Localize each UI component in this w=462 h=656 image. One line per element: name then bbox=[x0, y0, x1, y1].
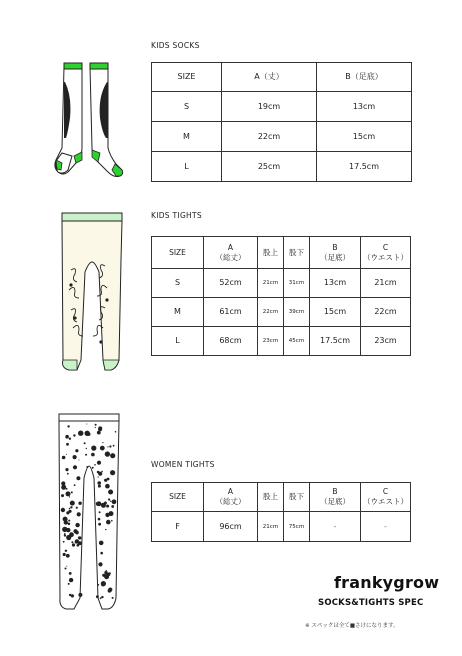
kids-tights-cell: 23cm bbox=[361, 327, 411, 356]
women-tights-header-b: B （足底） bbox=[310, 483, 361, 512]
women-tights-cell: 96cm bbox=[204, 512, 258, 542]
pattern-dot bbox=[78, 502, 81, 505]
pattern-dot bbox=[102, 574, 105, 577]
pattern-dot bbox=[61, 481, 65, 485]
pattern-dot bbox=[101, 582, 105, 586]
pattern-dot bbox=[71, 541, 73, 543]
kids-socks-cell: 22cm bbox=[222, 122, 317, 152]
pattern-dot bbox=[66, 454, 67, 455]
pattern-dot bbox=[73, 465, 77, 469]
pattern-dot bbox=[105, 504, 106, 505]
pattern-dot bbox=[69, 578, 73, 582]
pattern-dot bbox=[69, 594, 71, 596]
kids-socks-table bbox=[151, 62, 412, 182]
women-tights-cell: 21cm bbox=[258, 512, 284, 542]
women-tights-header-size: SIZE bbox=[152, 483, 204, 512]
pattern-dot bbox=[106, 505, 109, 508]
women-tights-header-c: C （ウエスト） bbox=[361, 483, 411, 512]
kids-tights-cell: 23cm bbox=[258, 327, 284, 356]
pattern-dot bbox=[77, 544, 80, 547]
pattern-dot bbox=[66, 488, 68, 490]
pattern-dot bbox=[106, 520, 111, 525]
pattern-dot bbox=[101, 471, 103, 473]
pattern-dot bbox=[61, 494, 64, 497]
pattern-dot bbox=[66, 566, 67, 567]
pattern-dot bbox=[91, 446, 96, 451]
pattern-dot bbox=[112, 597, 114, 599]
pattern-dot bbox=[78, 593, 82, 597]
kids-tights-header-size: SIZE bbox=[152, 237, 204, 269]
pattern-dot bbox=[68, 523, 71, 526]
pattern-dot bbox=[70, 506, 72, 508]
pattern-dot bbox=[68, 510, 71, 513]
pattern-dot bbox=[107, 446, 108, 447]
pattern-dot bbox=[76, 476, 80, 480]
kids-socks-cell: L bbox=[152, 152, 222, 182]
pattern-dot bbox=[110, 453, 115, 458]
pattern-dot bbox=[86, 424, 87, 425]
right-sock bbox=[90, 63, 123, 177]
pattern-dot bbox=[91, 453, 95, 457]
pattern-dot bbox=[109, 445, 111, 447]
pattern-dot bbox=[107, 573, 111, 577]
pattern-dot bbox=[100, 597, 102, 599]
pattern-dot bbox=[98, 472, 102, 476]
pattern-dot bbox=[95, 427, 96, 428]
pattern-dot bbox=[111, 520, 113, 522]
kids-tights-cell: 31cm bbox=[284, 269, 310, 298]
kids-socks-cell: S bbox=[152, 92, 222, 122]
pattern-dot bbox=[78, 431, 83, 436]
pattern-dot bbox=[76, 507, 78, 509]
kids-tights-header-rise: 股上 bbox=[258, 237, 284, 269]
pattern-dot bbox=[112, 499, 117, 504]
pattern-dot bbox=[113, 445, 115, 447]
brand-logo: frankygrow bbox=[334, 573, 440, 592]
pattern-dot bbox=[115, 431, 117, 433]
pattern-dot bbox=[65, 468, 68, 471]
pattern-dot bbox=[70, 501, 75, 506]
women-tights-title: WOMEN TIGHTS bbox=[151, 460, 215, 469]
pattern-dot bbox=[71, 491, 73, 493]
pattern-dot bbox=[86, 466, 88, 468]
pattern-dot bbox=[98, 427, 102, 431]
pattern-dot bbox=[65, 550, 67, 552]
pattern-dot bbox=[77, 512, 81, 516]
pattern-dot bbox=[105, 513, 109, 517]
kids-tights-header-b: B （足底） bbox=[310, 237, 361, 269]
pattern-dot bbox=[66, 554, 70, 558]
pattern-dot bbox=[67, 425, 69, 427]
pattern-dot bbox=[98, 485, 101, 488]
kids-socks-cell: 25cm bbox=[222, 152, 317, 182]
kids-socks-cell: 15cm bbox=[317, 122, 412, 152]
pattern-dot bbox=[92, 467, 94, 469]
spec-subtitle: SOCKS&TIGHTS SPEC bbox=[318, 598, 424, 608]
pattern-dot bbox=[105, 529, 106, 530]
pattern-dot bbox=[106, 570, 107, 571]
kids-tights-header-inseam: 股下 bbox=[284, 237, 310, 269]
pattern-dot bbox=[99, 511, 101, 513]
pattern-dot bbox=[84, 442, 86, 444]
footer-note: ※ スペックは全て■さけになります。 bbox=[305, 623, 399, 629]
pattern-dot bbox=[97, 461, 101, 465]
pattern-dot bbox=[96, 595, 99, 598]
pattern-dot bbox=[110, 470, 115, 475]
women-tights-header-rise: 股上 bbox=[258, 483, 284, 512]
kids-tights-illustration bbox=[57, 210, 127, 378]
kids-tights-cell: 21cm bbox=[361, 269, 411, 298]
pattern-dot bbox=[63, 553, 66, 556]
pattern-dot bbox=[72, 543, 75, 546]
pattern-dot bbox=[98, 476, 99, 477]
kids-socks-header-size: SIZE bbox=[152, 63, 222, 92]
kids-socks-cell: M bbox=[152, 122, 222, 152]
women-tights-cell: 75cm bbox=[284, 512, 310, 542]
pattern-dot bbox=[64, 534, 66, 536]
pattern-dot bbox=[65, 435, 69, 439]
pattern-dot bbox=[110, 501, 111, 502]
pattern-dot bbox=[63, 517, 68, 522]
kids-tights-cell: 52cm bbox=[204, 269, 258, 298]
pattern-dot bbox=[68, 520, 70, 522]
pattern-dot bbox=[85, 454, 87, 456]
kids-socks-title: KIDS SOCKS bbox=[151, 41, 200, 50]
kids-tights-cell: 15cm bbox=[310, 298, 361, 327]
kids-tights-cell: 45cm bbox=[284, 327, 310, 356]
pattern-dot bbox=[104, 479, 107, 482]
pattern-dot bbox=[73, 434, 75, 436]
women-tights-table bbox=[151, 482, 411, 542]
kids-socks-header-a: A（丈） bbox=[222, 63, 317, 92]
pattern-dot bbox=[79, 460, 80, 461]
kids-tights-cell: 22cm bbox=[258, 298, 284, 327]
kids-tights-cell: 61cm bbox=[204, 298, 258, 327]
women-tights-cell: - bbox=[361, 512, 411, 542]
women-tights-header-inseam: 股下 bbox=[284, 483, 310, 512]
kids-tights-cell: 39cm bbox=[284, 298, 310, 327]
pattern-dot bbox=[97, 481, 101, 485]
pattern-dot bbox=[69, 508, 71, 510]
pattern-dot bbox=[69, 532, 74, 537]
women-tights-cell: F bbox=[152, 512, 204, 542]
pattern-dot bbox=[62, 527, 67, 532]
kids-tights-cell: 13cm bbox=[310, 269, 361, 298]
pattern-dot bbox=[97, 584, 99, 586]
pattern-dot bbox=[69, 438, 71, 440]
kids-tights-cell: 21cm bbox=[258, 269, 284, 298]
pattern-dot bbox=[87, 433, 90, 436]
pattern-dot bbox=[101, 596, 103, 598]
pattern-dot bbox=[67, 473, 69, 475]
pattern-dot bbox=[66, 443, 69, 446]
pattern-dot bbox=[61, 508, 65, 512]
women-tights-header-a: A （総丈） bbox=[204, 483, 258, 512]
kids-socks-cell: 19cm bbox=[222, 92, 317, 122]
pattern-dot bbox=[69, 572, 72, 575]
kids-tights-cell: S bbox=[152, 269, 204, 298]
pattern-dot bbox=[75, 523, 79, 527]
pattern-dot bbox=[78, 536, 81, 539]
pattern-dot bbox=[94, 464, 96, 466]
pattern-dot bbox=[98, 562, 102, 566]
kids-socks-illustration bbox=[52, 60, 132, 190]
kids-socks-header-b: B（足底） bbox=[317, 63, 412, 92]
pattern-dot bbox=[102, 442, 103, 443]
kids-socks-cell: 13cm bbox=[317, 92, 412, 122]
pattern-dot bbox=[69, 496, 70, 497]
pattern-dot bbox=[66, 491, 71, 496]
kids-tights-cell: 68cm bbox=[204, 327, 258, 356]
pattern-dot bbox=[65, 568, 67, 570]
pattern-dot bbox=[112, 505, 113, 506]
pattern-dot bbox=[105, 451, 110, 456]
pattern-dot bbox=[71, 594, 74, 597]
pattern-dot bbox=[74, 484, 76, 486]
kids-tights-table bbox=[151, 236, 411, 356]
pattern-dot bbox=[68, 583, 70, 585]
pattern-dot bbox=[75, 542, 77, 544]
kids-tights-cell: 17.5cm bbox=[310, 327, 361, 356]
pattern-dot bbox=[108, 490, 113, 495]
pattern-dot bbox=[73, 529, 77, 533]
left-sock bbox=[55, 63, 82, 174]
pattern-dot bbox=[98, 523, 101, 526]
pattern-dot bbox=[99, 541, 104, 546]
pattern-dot bbox=[98, 518, 101, 521]
pattern-dot bbox=[73, 455, 77, 459]
pattern-dot bbox=[63, 541, 65, 543]
women-tights-cell: - bbox=[310, 512, 361, 542]
pattern-dot bbox=[96, 502, 100, 506]
kids-tights-header-c: C （ウエスト） bbox=[361, 237, 411, 269]
pattern-dot bbox=[86, 448, 87, 449]
pattern-dot bbox=[100, 446, 105, 451]
kids-tights-header-a: A （総丈） bbox=[204, 237, 258, 269]
pattern-dot bbox=[108, 498, 110, 500]
kids-tights-cell: L bbox=[152, 327, 204, 356]
pattern-dot bbox=[105, 484, 110, 489]
kids-socks-cell: 17.5cm bbox=[317, 152, 412, 182]
women-tights-illustration bbox=[54, 412, 124, 612]
kids-tights-title: KIDS TIGHTS bbox=[151, 211, 202, 220]
pattern-dot bbox=[95, 424, 97, 426]
pattern-dot bbox=[100, 552, 103, 555]
pattern-dot bbox=[75, 449, 78, 452]
pattern-dot bbox=[62, 456, 66, 460]
kids-tights-cell: 22cm bbox=[361, 298, 411, 327]
kids-tights-cell: M bbox=[152, 298, 204, 327]
pattern-dot bbox=[108, 588, 112, 592]
